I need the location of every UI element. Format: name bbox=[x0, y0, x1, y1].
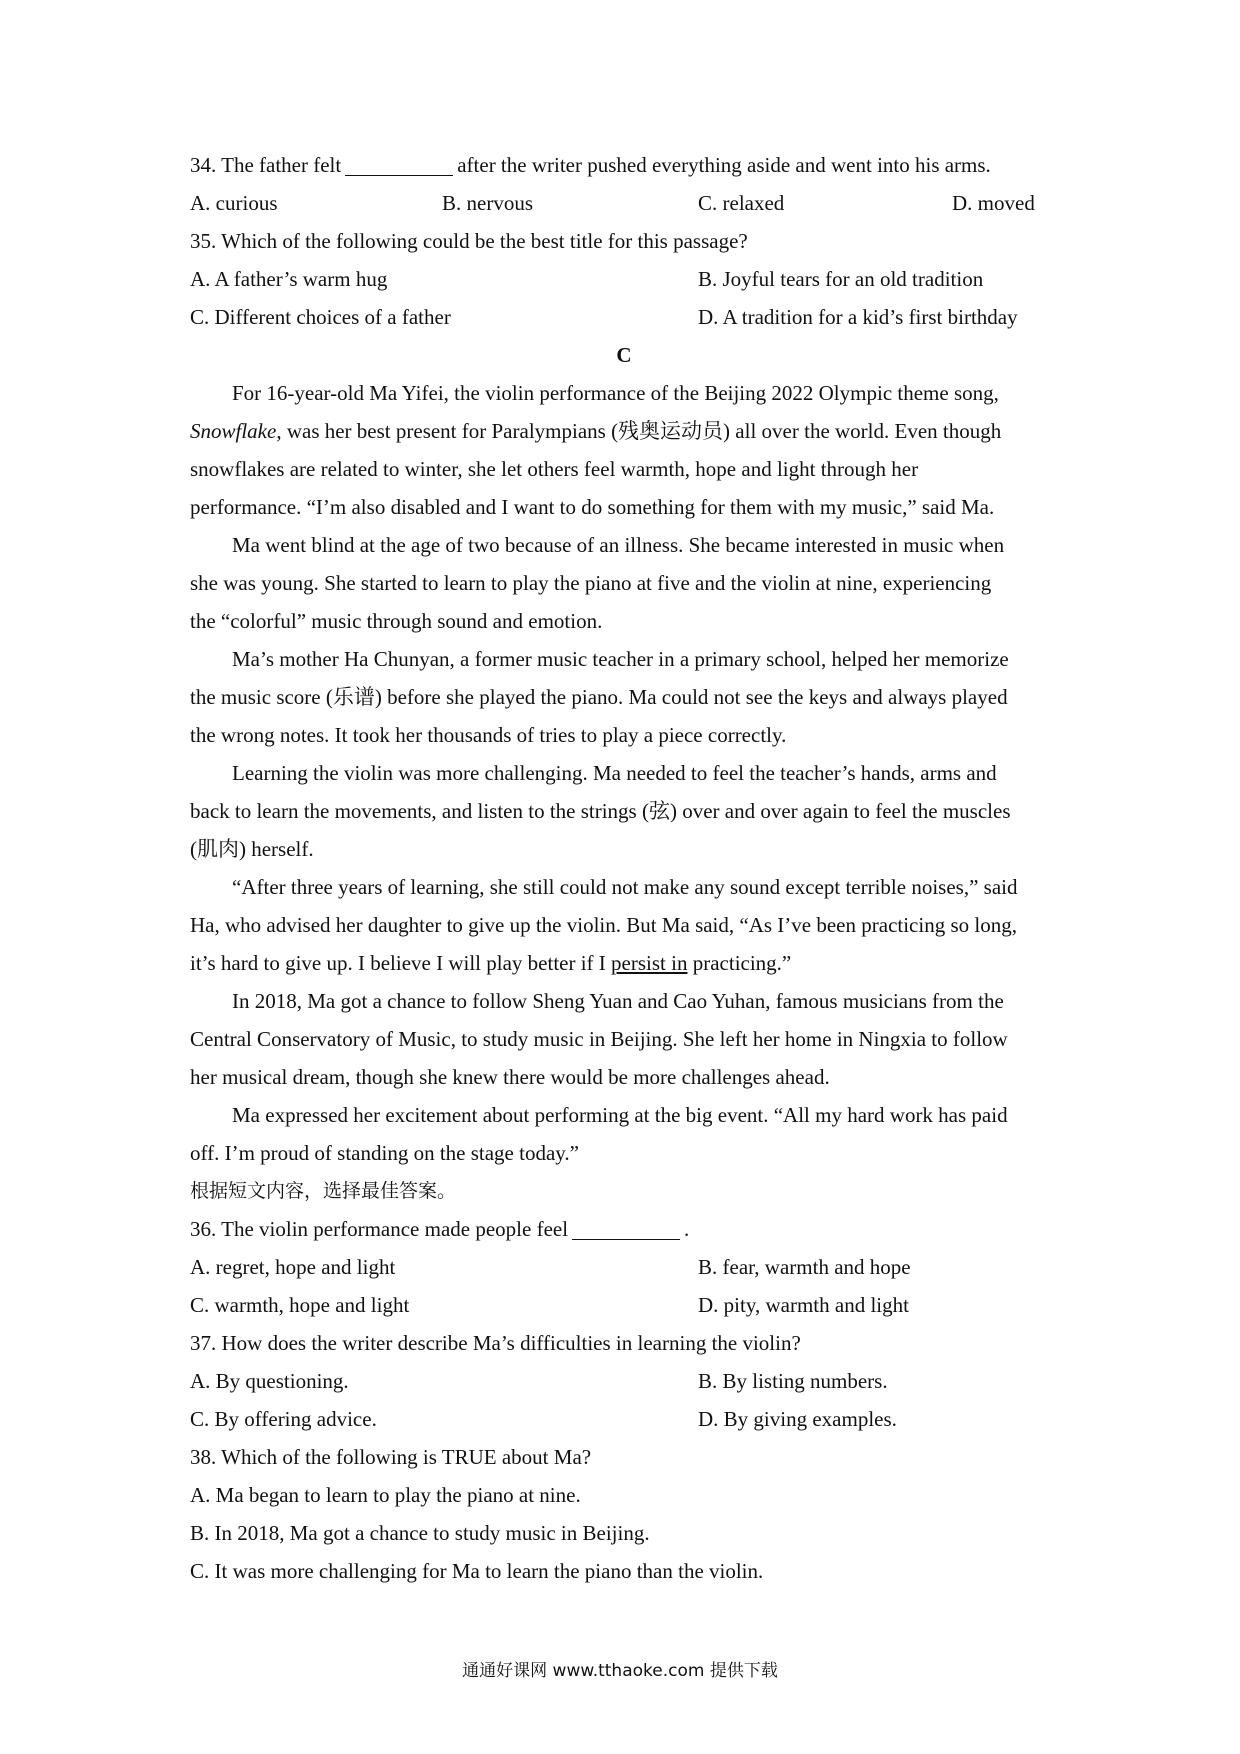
section-heading: C bbox=[616, 343, 632, 367]
option-c: C. It was more challenging for Ma to learn the piano than the violin. bbox=[190, 1559, 764, 1583]
answer-blank bbox=[572, 1215, 680, 1240]
question-35-options-row-1 bbox=[190, 260, 1058, 298]
paragraph-line: her musical dream, though she knew there would be more challenges ahead. bbox=[190, 1065, 830, 1089]
question-34-options bbox=[190, 184, 1058, 222]
paragraph-line-text: it’s hard to give up. I believe I will play better if I bbox=[190, 951, 612, 975]
paragraph-2 bbox=[190, 526, 1058, 640]
paragraph-3 bbox=[190, 640, 1058, 754]
paragraph-7 bbox=[190, 1096, 1058, 1172]
answer-blank bbox=[345, 151, 453, 176]
instruction: 根据短文内容，选择最佳答案。 bbox=[190, 1180, 457, 1202]
paragraph-line: she was young. She started to learn to play the piano at five and the violin at nine, experiencing bbox=[190, 571, 992, 595]
option-b: B. nervous bbox=[442, 191, 533, 215]
paragraph-6 bbox=[190, 982, 1058, 1096]
paragraph-line-text: , was her best present for Paralympians (残奥运动员) all over the world. Even though bbox=[276, 419, 1002, 443]
question-36-text-post: . bbox=[684, 1217, 690, 1241]
option-c: C. By offering advice. bbox=[190, 1407, 377, 1431]
option-c: C. warmth, hope and light bbox=[190, 1293, 410, 1317]
paragraph-line: Ma expressed her excitement about performing at the big event. “All my hard work has paid bbox=[232, 1103, 1008, 1127]
paragraph-line: In 2018, Ma got a chance to follow Sheng Yuan and Cao Yuhan, famous musicians from the bbox=[232, 989, 1004, 1013]
question-36-options-row-2 bbox=[190, 1286, 1058, 1324]
paragraph-line bbox=[190, 944, 1058, 982]
question-35-options-row-2 bbox=[190, 298, 1058, 336]
paragraph-line bbox=[190, 412, 1058, 450]
paragraph-line: Learning the violin was more challenging. Ma needed to feel the teacher’s hands, arms and bbox=[232, 761, 997, 785]
question-35: 35. Which of the following could be the best title for this passage? bbox=[190, 229, 748, 253]
question-36-text-pre: 36. The violin performance made people feel bbox=[190, 1217, 569, 1241]
paragraph-line: the “colorful” music through sound and emotion. bbox=[190, 609, 603, 633]
question-37-options-row-1 bbox=[190, 1362, 1058, 1400]
question-34-text-post: after the writer pushed everything aside and went into his arms. bbox=[457, 153, 991, 177]
paragraph-line: back to learn the movements, and listen to the strings (弦) over and over again to feel the muscles bbox=[190, 799, 1011, 823]
option-a: A. regret, hope and light bbox=[190, 1255, 396, 1279]
question-36-options-row-1 bbox=[190, 1248, 1058, 1286]
option-b: B. Joyful tears for an old tradition bbox=[698, 267, 984, 291]
paragraph-4 bbox=[190, 754, 1058, 868]
option-d: D. By giving examples. bbox=[698, 1407, 897, 1431]
page-content bbox=[190, 146, 1058, 1590]
option-b: B. In 2018, Ma got a chance to study music in Beijing. bbox=[190, 1521, 650, 1545]
paragraph-5 bbox=[190, 868, 1058, 982]
paragraph-line: “After three years of learning, she still could not make any sound except terrible noises,” said bbox=[232, 875, 1018, 899]
question-37: 37. How does the writer describe Ma’s difficulties in learning the violin? bbox=[190, 1331, 801, 1355]
paragraph-line: For 16-year-old Ma Yifei, the violin performance of the Beijing 2022 Olympic theme song, bbox=[232, 381, 999, 405]
option-d: D. A tradition for a kid’s first birthday bbox=[698, 305, 1018, 329]
paragraph-line: the music score (乐谱) before she played the piano. Ma could not see the keys and always played bbox=[190, 685, 1008, 709]
passage bbox=[190, 374, 1058, 1172]
paragraph-line-text: practicing.” bbox=[687, 951, 792, 975]
option-b: B. fear, warmth and hope bbox=[698, 1255, 911, 1279]
option-c: C. relaxed bbox=[698, 191, 785, 215]
option-d: D. moved bbox=[952, 191, 1035, 215]
song-title: Snowflake bbox=[190, 419, 277, 443]
paragraph-line: Ma’s mother Ha Chunyan, a former music teacher in a primary school, helped her memorize bbox=[232, 647, 1009, 671]
paragraph-line: performance. “I’m also disabled and I want to do something for them with my music,” said Ma. bbox=[190, 495, 995, 519]
option-a: A. A father’s warm hug bbox=[190, 267, 388, 291]
page-footer: 通通好课网 www.tthaoke.com 提供下载 bbox=[462, 1661, 778, 1681]
question-34-text-pre: 34. The father felt bbox=[190, 153, 342, 177]
option-b: B. By listing numbers. bbox=[698, 1369, 888, 1393]
paragraph-line: snowflakes are related to winter, she let others feel warmth, hope and light through her bbox=[190, 457, 919, 481]
question-36 bbox=[190, 1210, 1058, 1248]
paragraph-line: (肌肉) herself. bbox=[190, 837, 314, 861]
option-d: D. pity, warmth and light bbox=[698, 1293, 909, 1317]
paragraph-line: the wrong notes. It took her thousands of tries to play a piece correctly. bbox=[190, 723, 787, 747]
paragraph-line: Central Conservatory of Music, to study music in Beijing. She left her home in Ningxia to follow bbox=[190, 1027, 1008, 1051]
option-a: A. Ma began to learn to play the piano at nine. bbox=[190, 1483, 581, 1507]
underlined-phrase: persist in bbox=[611, 951, 688, 975]
option-a: A. By questioning. bbox=[190, 1369, 349, 1393]
option-a: A. curious bbox=[190, 191, 278, 215]
paragraph-1 bbox=[190, 374, 1058, 526]
question-38: 38. Which of the following is TRUE about Ma? bbox=[190, 1445, 592, 1469]
paragraph-line: Ma went blind at the age of two because of an illness. She became interested in music when bbox=[232, 533, 1005, 557]
question-37-options-row-2 bbox=[190, 1400, 1058, 1438]
paragraph-line: Ha, who advised her daughter to give up the violin. But Ma said, “As I’ve been practicing so long, bbox=[190, 913, 1017, 937]
paragraph-line: off. I’m proud of standing on the stage today.” bbox=[190, 1141, 579, 1165]
option-c: C. Different choices of a father bbox=[190, 305, 451, 329]
question-34 bbox=[190, 146, 1058, 184]
